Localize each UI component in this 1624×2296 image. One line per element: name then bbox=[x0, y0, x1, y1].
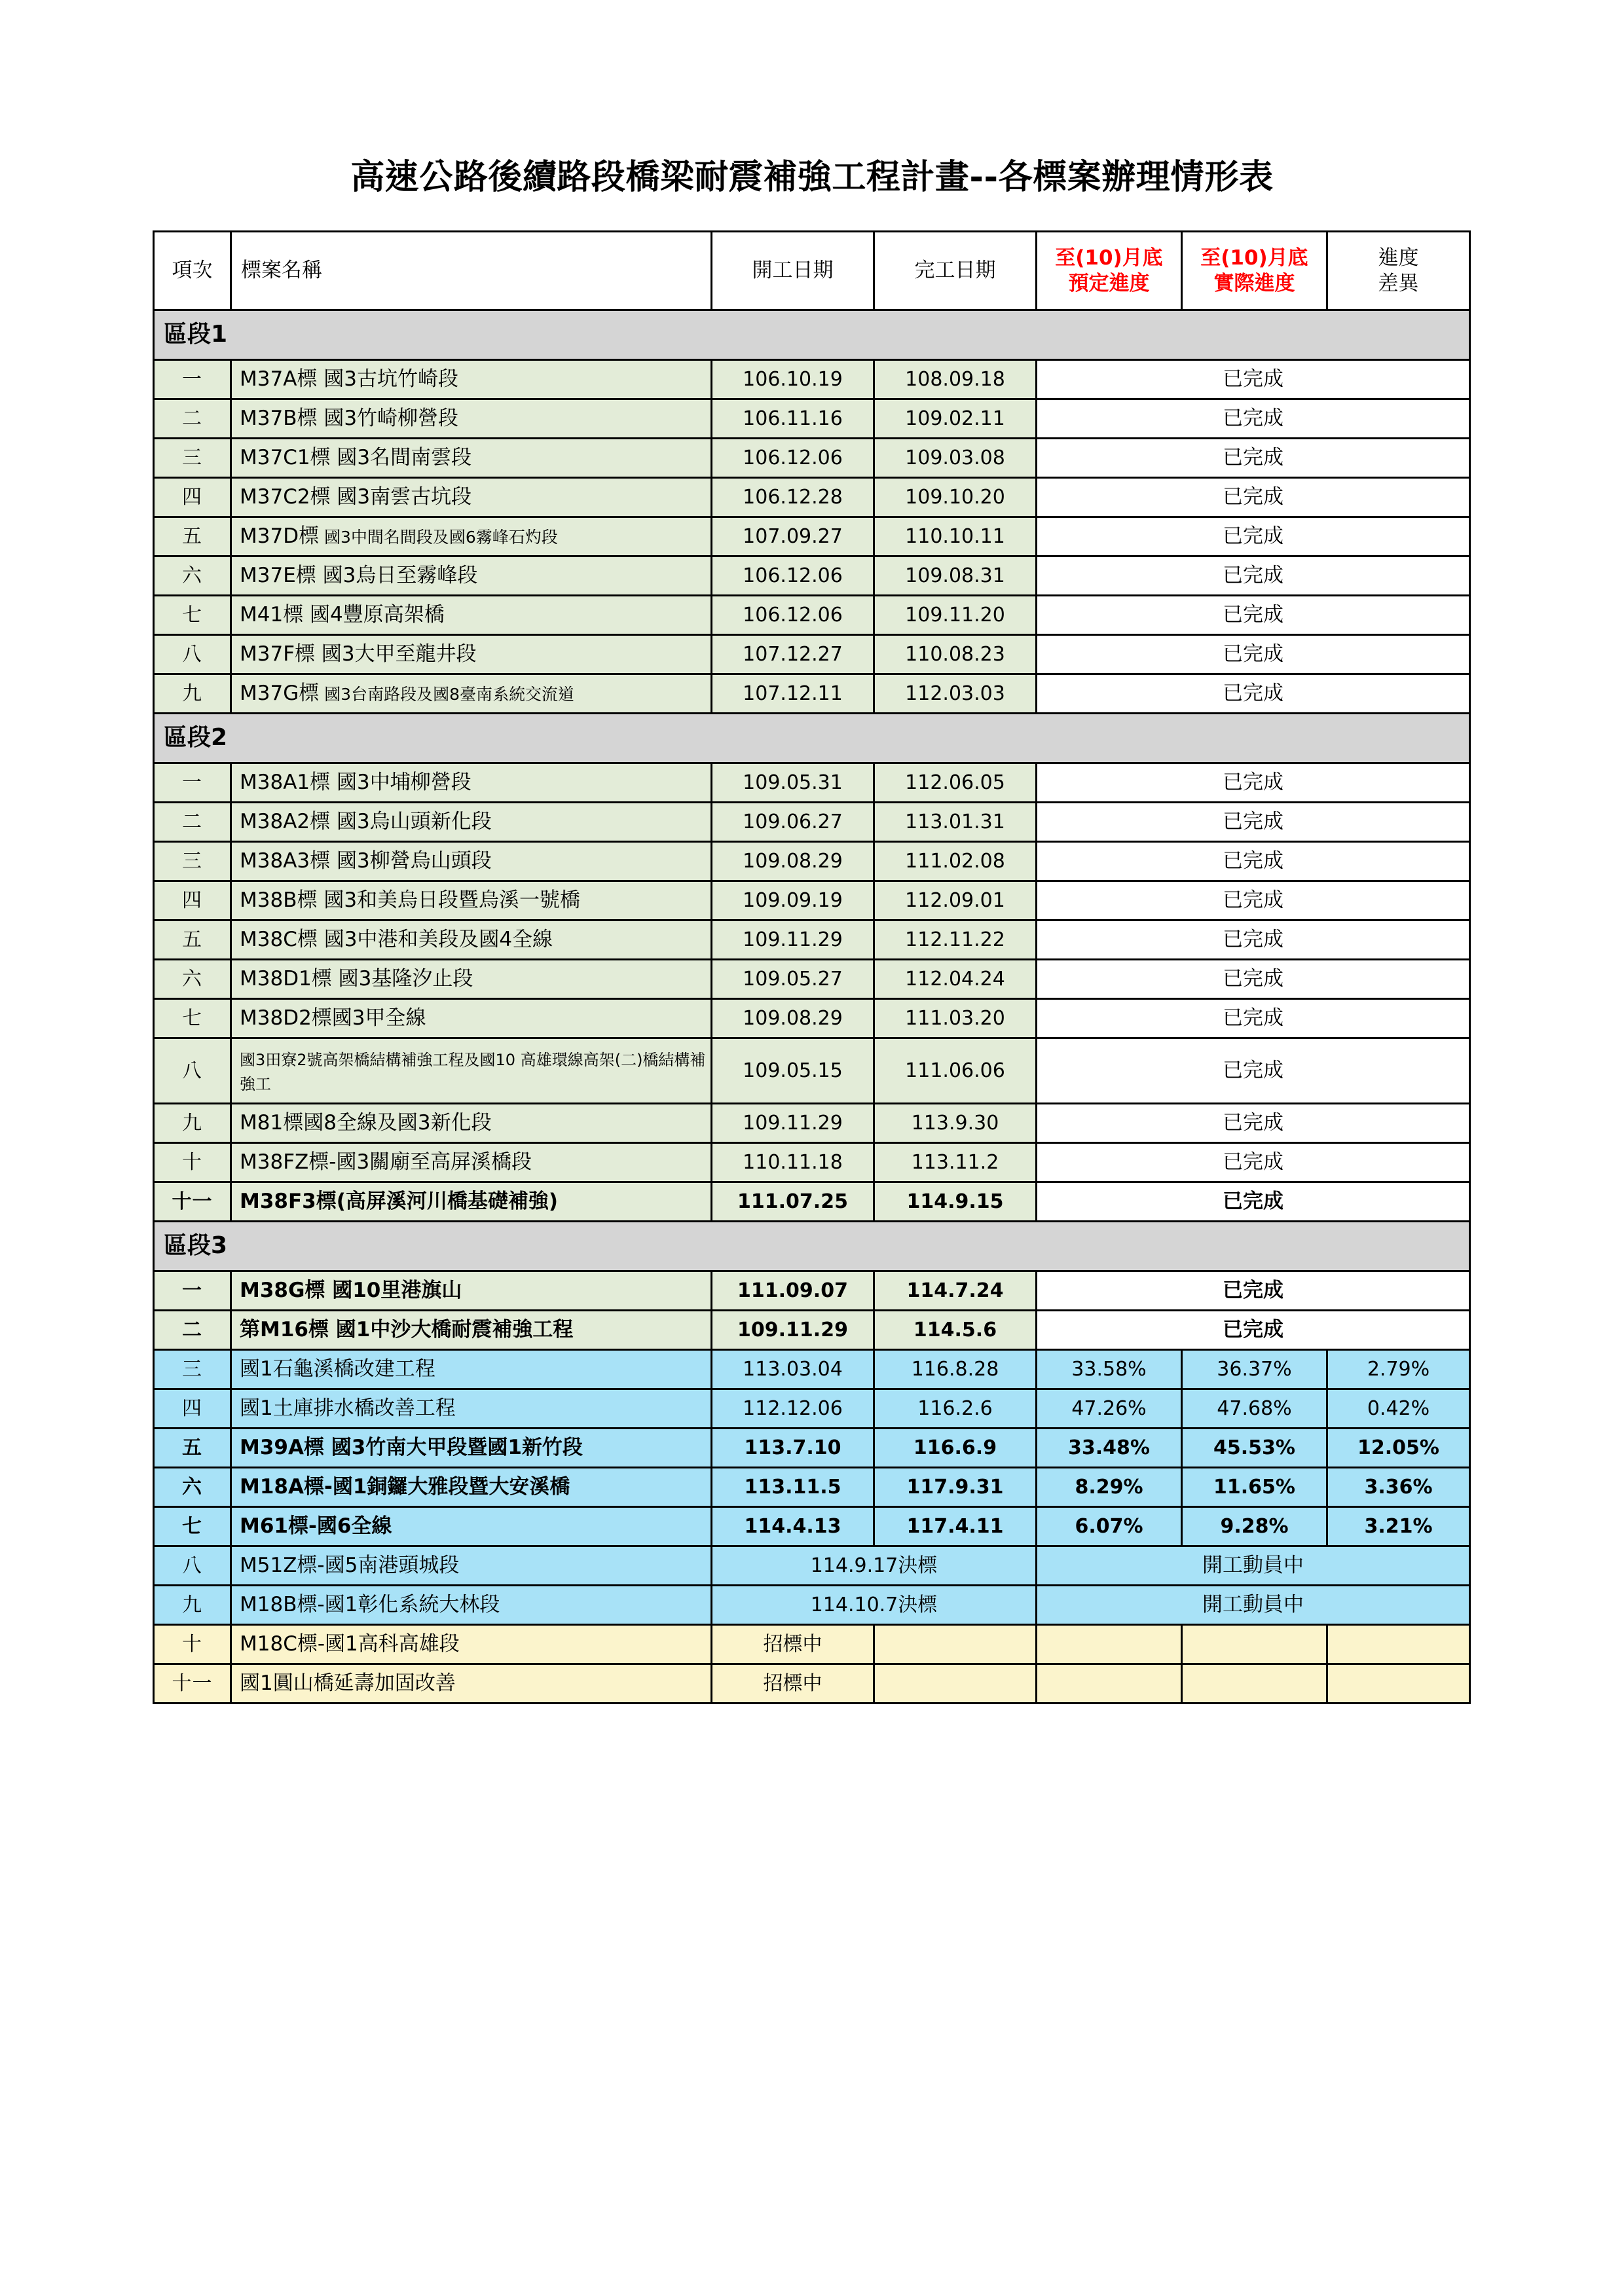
row-actual-progress bbox=[1182, 1664, 1327, 1704]
row-name-main: M38A3標 bbox=[240, 849, 331, 873]
row-status: 已完成 bbox=[1037, 881, 1470, 920]
row-start-date: 109.08.29 bbox=[712, 999, 874, 1038]
row-name bbox=[231, 517, 712, 556]
row-end-date: 113.11.2 bbox=[874, 1143, 1037, 1182]
row-index: 八 bbox=[154, 1546, 231, 1586]
header-actual-progress bbox=[1182, 232, 1327, 310]
row-name bbox=[231, 1625, 712, 1664]
row-name-main: M38B標 bbox=[240, 888, 318, 913]
row-end-date: 109.08.31 bbox=[874, 556, 1037, 596]
row-progress-difference: 3.36% bbox=[1327, 1468, 1470, 1507]
row-status: 已完成 bbox=[1037, 674, 1470, 714]
table-row bbox=[154, 763, 1470, 803]
row-name bbox=[231, 1389, 712, 1429]
row-name-main: M37E標 bbox=[240, 564, 316, 588]
header-actual-line1: 至(10)月底 bbox=[1200, 246, 1308, 270]
row-index: 十 bbox=[154, 1625, 231, 1664]
row-name-main: 國1圓山橋延壽加固改善 bbox=[240, 1671, 456, 1696]
row-name-detail: 國1中沙大橋耐震補強工程 bbox=[329, 1318, 574, 1342]
row-start-date: 106.12.06 bbox=[712, 556, 874, 596]
row-status: 已完成 bbox=[1037, 960, 1470, 999]
table-row bbox=[154, 478, 1470, 517]
table-row bbox=[154, 1038, 1470, 1104]
row-name bbox=[231, 920, 712, 960]
row-name bbox=[231, 674, 712, 714]
row-index: 三 bbox=[154, 439, 231, 478]
header-start-date: 開工日期 bbox=[712, 232, 874, 310]
row-end-date: 114.7.24 bbox=[874, 1271, 1037, 1311]
row-start-date: 114.4.13 bbox=[712, 1507, 874, 1546]
row-name-detail: 國3和美烏日段暨烏溪一號橋 bbox=[317, 888, 581, 913]
row-name bbox=[231, 439, 712, 478]
row-index: 十一 bbox=[154, 1182, 231, 1222]
row-start-date: 107.12.11 bbox=[712, 674, 874, 714]
row-index: 四 bbox=[154, 881, 231, 920]
row-end-date: 110.10.11 bbox=[874, 517, 1037, 556]
table-row bbox=[154, 635, 1470, 674]
row-index: 一 bbox=[154, 763, 231, 803]
row-planned-progress: 33.48% bbox=[1037, 1429, 1182, 1468]
row-actual-progress: 45.53% bbox=[1182, 1429, 1327, 1468]
row-name-detail: 國3柳營烏山頭段 bbox=[330, 849, 492, 873]
row-name-main: M38FZ標 bbox=[240, 1150, 329, 1175]
row-name bbox=[231, 1311, 712, 1350]
row-name-main: M38A2標 bbox=[240, 810, 331, 834]
row-end-date: 113.9.30 bbox=[874, 1104, 1037, 1143]
row-end-date: 109.11.20 bbox=[874, 596, 1037, 635]
row-name-main: M37G標 bbox=[240, 682, 320, 706]
row-name-detail: 國3中港和美段及國4全線 bbox=[317, 928, 553, 952]
row-name bbox=[231, 1664, 712, 1704]
row-index: 七 bbox=[154, 999, 231, 1038]
row-start-date: 109.11.29 bbox=[712, 1104, 874, 1143]
row-progress-difference: 0.42% bbox=[1327, 1389, 1470, 1429]
header-planned-progress bbox=[1037, 232, 1182, 310]
row-name-main: M37B標 bbox=[240, 407, 318, 431]
table-row bbox=[154, 517, 1470, 556]
row-status: 已完成 bbox=[1037, 803, 1470, 842]
row-end-date: 112.06.05 bbox=[874, 763, 1037, 803]
row-index: 三 bbox=[154, 842, 231, 881]
header-difference-line1: 進度 bbox=[1378, 246, 1419, 270]
row-name-detail: 國3竹南大甲段暨國1新竹段 bbox=[323, 1436, 583, 1460]
row-name bbox=[231, 1143, 712, 1182]
row-status: 已完成 bbox=[1037, 556, 1470, 596]
section-label: 區段2 bbox=[154, 714, 1470, 763]
row-name-detail: 國3基隆汐止段 bbox=[331, 967, 473, 991]
row-index: 八 bbox=[154, 1038, 231, 1104]
row-start-date: 106.11.16 bbox=[712, 399, 874, 439]
row-name-detail: 國3古坑竹崎段 bbox=[317, 367, 458, 392]
header-difference bbox=[1327, 232, 1470, 310]
row-end-date: 109.03.08 bbox=[874, 439, 1037, 478]
row-end-date: 112.03.03 bbox=[874, 674, 1037, 714]
row-progress-difference bbox=[1327, 1664, 1470, 1704]
table-row bbox=[154, 1271, 1470, 1311]
row-progress-difference bbox=[1327, 1625, 1470, 1664]
row-status: 開工動員中 bbox=[1037, 1546, 1470, 1586]
row-name bbox=[231, 1350, 712, 1389]
row-status: 已完成 bbox=[1037, 399, 1470, 439]
row-index: 四 bbox=[154, 478, 231, 517]
table-row bbox=[154, 1625, 1470, 1664]
row-end-date: 116.6.9 bbox=[874, 1429, 1037, 1468]
row-status: 已完成 bbox=[1037, 478, 1470, 517]
row-start-date: 109.11.29 bbox=[712, 1311, 874, 1350]
row-name-main: M39A標 bbox=[240, 1436, 324, 1460]
row-index: 五 bbox=[154, 517, 231, 556]
row-index: 七 bbox=[154, 1507, 231, 1546]
row-start-date: 109.11.29 bbox=[712, 920, 874, 960]
row-name-main: 國1土庫排水橋改善工程 bbox=[240, 1396, 456, 1421]
row-end-date: 109.10.20 bbox=[874, 478, 1037, 517]
row-end-date: 117.9.31 bbox=[874, 1468, 1037, 1507]
table-row bbox=[154, 360, 1470, 399]
row-status: 已完成 bbox=[1037, 635, 1470, 674]
row-start-date: 112.12.06 bbox=[712, 1389, 874, 1429]
row-planned-progress: 47.26% bbox=[1037, 1389, 1182, 1429]
row-end-date: 112.04.24 bbox=[874, 960, 1037, 999]
row-name-main: 第M16標 bbox=[240, 1318, 329, 1342]
row-actual-progress: 11.65% bbox=[1182, 1468, 1327, 1507]
row-name-main: M61標-國6全線 bbox=[240, 1514, 392, 1539]
row-name-detail: 國3烏日至霧峰段 bbox=[316, 564, 478, 588]
row-progress-difference: 3.21% bbox=[1327, 1507, 1470, 1546]
row-start-date: 招標中 bbox=[712, 1664, 874, 1704]
row-status: 已完成 bbox=[1037, 1143, 1470, 1182]
row-name-detail: 國3竹崎柳營段 bbox=[317, 407, 459, 431]
row-status: 已完成 bbox=[1037, 360, 1470, 399]
row-status: 已完成 bbox=[1037, 1038, 1470, 1104]
row-name bbox=[231, 556, 712, 596]
row-name-main: M41標 bbox=[240, 603, 304, 627]
section-band bbox=[154, 1222, 1470, 1271]
row-name-main: M38A1標 bbox=[240, 771, 331, 795]
page-title: 高速公路後續路段橋梁耐震補強工程計畫--各標案辦理情形表 bbox=[350, 158, 1274, 197]
row-name-main: M18A標-國1銅鑼大雅段暨大安溪橋 bbox=[240, 1475, 570, 1499]
row-name-detail: 國3大甲至龍井段 bbox=[315, 642, 477, 666]
row-start-date: 113.7.10 bbox=[712, 1429, 874, 1468]
row-end-date: 111.06.06 bbox=[874, 1038, 1037, 1104]
row-status: 已完成 bbox=[1037, 1271, 1470, 1311]
row-start-date: 109.05.31 bbox=[712, 763, 874, 803]
row-name-main: M38D1標 bbox=[240, 967, 332, 991]
row-name bbox=[231, 1546, 712, 1586]
row-planned-progress: 6.07% bbox=[1037, 1507, 1182, 1546]
table-row bbox=[154, 1546, 1470, 1586]
row-end-date bbox=[874, 1625, 1037, 1664]
row-name-text: 國3田寮2號高架橋結構補強工程及國10 高雄環線高架(二)橋結構補強工 bbox=[240, 1050, 706, 1093]
section-label: 區段3 bbox=[154, 1222, 1470, 1271]
row-end-date: 108.09.18 bbox=[874, 360, 1037, 399]
row-name-detail: 國3名間南雲段 bbox=[330, 446, 472, 470]
row-index: 五 bbox=[154, 920, 231, 960]
row-end-date: 112.09.01 bbox=[874, 881, 1037, 920]
row-index: 九 bbox=[154, 674, 231, 714]
row-end-date: 117.4.11 bbox=[874, 1507, 1037, 1546]
row-start-date: 109.06.27 bbox=[712, 803, 874, 842]
row-name bbox=[231, 1507, 712, 1546]
row-index: 一 bbox=[154, 360, 231, 399]
row-status: 開工動員中 bbox=[1037, 1586, 1470, 1625]
table-row bbox=[154, 999, 1470, 1038]
header-end-date: 完工日期 bbox=[874, 232, 1037, 310]
row-end-date: 114.9.15 bbox=[874, 1182, 1037, 1222]
row-name bbox=[231, 635, 712, 674]
row-status: 已完成 bbox=[1037, 1104, 1470, 1143]
header-planned-line2: 預定進度 bbox=[1068, 271, 1150, 295]
row-end-date: 111.02.08 bbox=[874, 842, 1037, 881]
row-index: 六 bbox=[154, 556, 231, 596]
section-label: 區段1 bbox=[154, 310, 1470, 360]
header-difference-line2: 差異 bbox=[1378, 271, 1419, 295]
row-progress-difference: 2.79% bbox=[1327, 1350, 1470, 1389]
table-row bbox=[154, 803, 1470, 842]
row-name-main: M51Z標-國5南港頭城段 bbox=[240, 1554, 460, 1578]
row-index: 二 bbox=[154, 803, 231, 842]
row-name-detail: 國8全線及國3新化段 bbox=[303, 1111, 492, 1135]
row-end-date: 116.2.6 bbox=[874, 1389, 1037, 1429]
row-start-date: 110.11.18 bbox=[712, 1143, 874, 1182]
table-row bbox=[154, 881, 1470, 920]
row-name-main: M37F標 bbox=[240, 642, 316, 666]
row-start-date: 106.12.06 bbox=[712, 439, 874, 478]
table-row bbox=[154, 1143, 1470, 1182]
table-row bbox=[154, 1350, 1470, 1389]
row-status: 已完成 bbox=[1037, 596, 1470, 635]
row-name bbox=[231, 1468, 712, 1507]
row-name-main: M37A標 bbox=[240, 367, 318, 392]
row-start-date: 109.05.27 bbox=[712, 960, 874, 999]
table-row bbox=[154, 1389, 1470, 1429]
row-actual-progress: 9.28% bbox=[1182, 1507, 1327, 1546]
row-status: 已完成 bbox=[1037, 920, 1470, 960]
row-status: 已完成 bbox=[1037, 1311, 1470, 1350]
row-actual-progress: 47.68% bbox=[1182, 1389, 1327, 1429]
header-index: 項次 bbox=[154, 232, 231, 310]
table-row bbox=[154, 1507, 1470, 1546]
row-end-date: 116.8.28 bbox=[874, 1350, 1037, 1389]
row-name-main: M38G標 bbox=[240, 1279, 325, 1303]
row-index: 十一 bbox=[154, 1664, 231, 1704]
row-actual-progress: 36.37% bbox=[1182, 1350, 1327, 1389]
row-name-detail: 國10里港旗山 bbox=[325, 1279, 462, 1303]
row-name-main: M18C標-國1高科高雄段 bbox=[240, 1632, 460, 1656]
row-name-main: 國1石龜溪橋改建工程 bbox=[240, 1357, 435, 1381]
row-name bbox=[231, 803, 712, 842]
row-index: 三 bbox=[154, 1350, 231, 1389]
row-name-main: M37C2標 bbox=[240, 485, 331, 509]
row-start-date: 106.12.06 bbox=[712, 596, 874, 635]
row-status: 已完成 bbox=[1037, 1182, 1470, 1222]
row-start-date: 招標中 bbox=[712, 1625, 874, 1664]
row-end-date: 112.11.22 bbox=[874, 920, 1037, 960]
row-actual-progress bbox=[1182, 1625, 1327, 1664]
row-start-date: 107.09.27 bbox=[712, 517, 874, 556]
row-name-main: M18B標-國1彰化系統大林段 bbox=[240, 1593, 500, 1617]
row-start-date: 106.10.19 bbox=[712, 360, 874, 399]
row-end-date: 114.5.6 bbox=[874, 1311, 1037, 1350]
row-status: 已完成 bbox=[1037, 439, 1470, 478]
row-end-date: 110.08.23 bbox=[874, 635, 1037, 674]
table-row bbox=[154, 920, 1470, 960]
section-band bbox=[154, 310, 1470, 360]
row-start-date: 111.09.07 bbox=[712, 1271, 874, 1311]
row-start-date: 109.08.29 bbox=[712, 842, 874, 881]
row-tender-date: 114.9.17決標 bbox=[712, 1546, 1037, 1586]
row-name-detail: 國3中埔柳營段 bbox=[330, 771, 471, 795]
table-row bbox=[154, 399, 1470, 439]
row-start-date: 109.05.15 bbox=[712, 1038, 874, 1104]
row-name-main: M37D標 bbox=[240, 524, 320, 549]
table-row bbox=[154, 1586, 1470, 1625]
row-index: 八 bbox=[154, 635, 231, 674]
table-row bbox=[154, 1664, 1470, 1704]
table-row bbox=[154, 960, 1470, 999]
table-row bbox=[154, 1104, 1470, 1143]
row-index: 九 bbox=[154, 1586, 231, 1625]
table-header-row bbox=[154, 232, 1470, 310]
row-start-date: 107.12.27 bbox=[712, 635, 874, 674]
row-index: 九 bbox=[154, 1104, 231, 1143]
table-row bbox=[154, 596, 1470, 635]
row-name bbox=[231, 999, 712, 1038]
row-name-main: M81標 bbox=[240, 1111, 304, 1135]
row-start-date: 106.12.28 bbox=[712, 478, 874, 517]
row-progress-difference: 12.05% bbox=[1327, 1429, 1470, 1468]
row-start-date: 111.07.25 bbox=[712, 1182, 874, 1222]
row-name bbox=[231, 881, 712, 920]
row-index: 七 bbox=[154, 596, 231, 635]
row-name-main: M38F3標(高屏溪河川橋基礎補強) bbox=[240, 1190, 559, 1214]
row-index: 四 bbox=[154, 1389, 231, 1429]
row-name bbox=[231, 960, 712, 999]
row-tender-date: 114.10.7決標 bbox=[712, 1586, 1037, 1625]
row-name bbox=[231, 399, 712, 439]
table-row bbox=[154, 1429, 1470, 1468]
row-name bbox=[231, 596, 712, 635]
row-index: 五 bbox=[154, 1429, 231, 1468]
row-start-date: 113.03.04 bbox=[712, 1350, 874, 1389]
row-index: 一 bbox=[154, 1271, 231, 1311]
row-status: 已完成 bbox=[1037, 842, 1470, 881]
row-index: 六 bbox=[154, 960, 231, 999]
row-index: 六 bbox=[154, 1468, 231, 1507]
row-end-date: 113.01.31 bbox=[874, 803, 1037, 842]
bid-status-table bbox=[153, 230, 1471, 1704]
header-planned-line1: 至(10)月底 bbox=[1055, 246, 1163, 270]
row-end-date: 109.02.11 bbox=[874, 399, 1037, 439]
row-index: 二 bbox=[154, 1311, 231, 1350]
row-planned-progress bbox=[1037, 1625, 1182, 1664]
row-name-main: M38D2標 bbox=[240, 1006, 332, 1030]
row-name-detail: 國4豐原高架橋 bbox=[303, 603, 445, 627]
row-planned-progress bbox=[1037, 1664, 1182, 1704]
row-status: 已完成 bbox=[1037, 999, 1470, 1038]
table-row bbox=[154, 439, 1470, 478]
row-name-main: M37C1標 bbox=[240, 446, 331, 470]
row-name bbox=[231, 842, 712, 881]
table-row bbox=[154, 842, 1470, 881]
table-row bbox=[154, 1468, 1470, 1507]
row-planned-progress: 33.58% bbox=[1037, 1350, 1182, 1389]
row-planned-progress: 8.29% bbox=[1037, 1468, 1182, 1507]
header-name: 標案名稱 bbox=[231, 232, 712, 310]
row-index: 二 bbox=[154, 399, 231, 439]
row-start-date: 113.11.5 bbox=[712, 1468, 874, 1507]
section-band bbox=[154, 714, 1470, 763]
row-name bbox=[231, 1429, 712, 1468]
row-name-detail: 國3中間名間段及國6霧峰石灼段 bbox=[319, 528, 558, 547]
row-name-detail: 國3烏山頭新化段 bbox=[330, 810, 492, 834]
row-name bbox=[231, 1038, 712, 1104]
row-index: 十 bbox=[154, 1143, 231, 1182]
row-start-date: 109.09.19 bbox=[712, 881, 874, 920]
table-row bbox=[154, 1311, 1470, 1350]
row-status: 已完成 bbox=[1037, 517, 1470, 556]
row-name bbox=[231, 1271, 712, 1311]
row-end-date bbox=[874, 1664, 1037, 1704]
table-row bbox=[154, 556, 1470, 596]
row-name-detail: 國3南雲古坑段 bbox=[330, 485, 472, 509]
row-status: 已完成 bbox=[1037, 763, 1470, 803]
row-name bbox=[231, 1182, 712, 1222]
row-name bbox=[231, 1104, 712, 1143]
row-name-detail: 國3甲全線 bbox=[331, 1006, 426, 1030]
row-end-date: 111.03.20 bbox=[874, 999, 1037, 1038]
row-name bbox=[231, 360, 712, 399]
row-name-main: M38C標 bbox=[240, 928, 318, 952]
table-row bbox=[154, 674, 1470, 714]
table-row bbox=[154, 1182, 1470, 1222]
row-name bbox=[231, 763, 712, 803]
row-name bbox=[231, 478, 712, 517]
header-actual-line2: 實際進度 bbox=[1213, 271, 1295, 295]
row-name-detail: -國3關廟至高屏溪橋段 bbox=[329, 1150, 532, 1175]
row-name bbox=[231, 1586, 712, 1625]
row-name-detail: 國3台南路段及國8臺南系統交流道 bbox=[319, 685, 574, 704]
